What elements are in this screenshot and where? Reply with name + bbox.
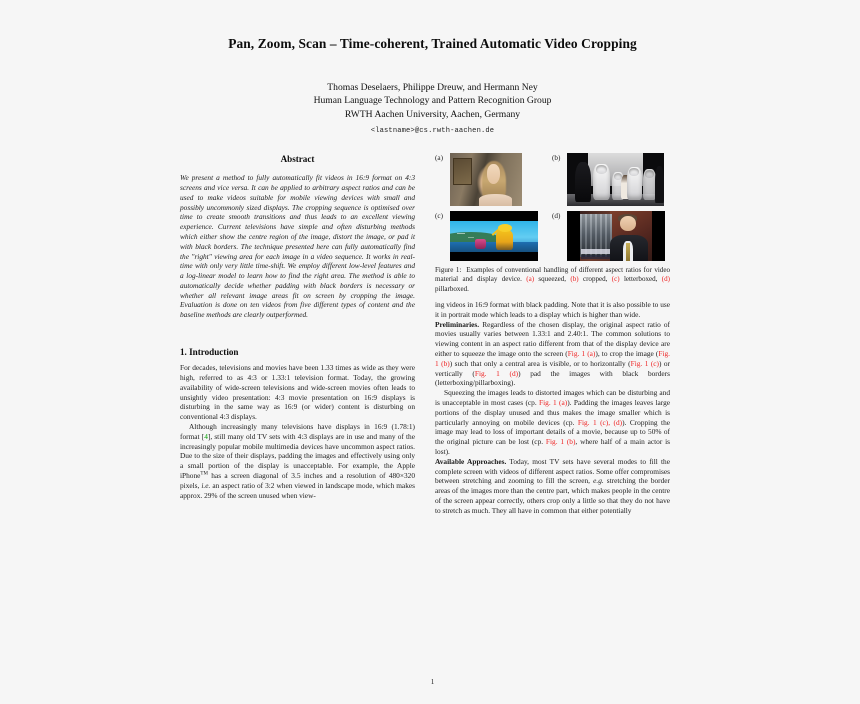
page-number: 1 xyxy=(430,678,435,686)
prelim-part-b: ), to crop the image ( xyxy=(595,349,659,359)
contact-email: <lastname>@cs.rwth-aachen.de xyxy=(370,126,495,135)
left-column xyxy=(180,153,415,500)
figure-ref-1d[interactable]: Fig. 1 (d) xyxy=(474,368,519,378)
page-content xyxy=(180,28,685,686)
right-paragraph-3 xyxy=(435,388,670,457)
available-approaches-heading: Available Approaches. xyxy=(435,456,507,466)
figure-caption-text-b: cropped, xyxy=(578,275,612,284)
trademark-mark: TM xyxy=(200,471,208,477)
intro-p2-part-d: an aspect ratio of 3:2 when viewed in landscape mode, which makes approx. 29% of the screen unused when view- xyxy=(180,480,415,500)
author-names: Thomas Deselaers, Philippe Dreuw, and Hermann Ney xyxy=(327,81,538,93)
body-columns xyxy=(180,153,685,673)
abstract-heading: Abstract xyxy=(280,154,315,164)
intro-p2-part-b: ], still many old TV sets with 4:3 displays are in use and many of the increasingly popular mobile multimedia devices have uncommon aspect ratios. Due to the size of their displays, padding the images and effectively using only a small portion of the display is unacceptable. For example, the Apple iPhone xyxy=(180,431,415,480)
figure-ref-1b-2[interactable]: Fig. 1 (b) xyxy=(545,437,576,447)
approaches-part-a: Today, most TV sets have several modes to fill the complete screen with videos of different aspect ratios. Some offer compromises between stretching and zooming to fill the screen, xyxy=(435,456,670,486)
figure-caption-text-a: squeezed, xyxy=(534,275,571,284)
squeezed-portrait-thumbnail xyxy=(450,153,522,206)
right-column xyxy=(435,153,670,516)
prelim-part-c: ) such that only a central area is visible, or to horizontally ( xyxy=(449,358,631,368)
intro-p2-part-c: has a screen diagonal of 3.5 inches and a resolution of 480×320 pixels, xyxy=(180,470,415,490)
figure-caption-ref-c[interactable]: (c) xyxy=(611,275,620,284)
intro-paragraph-1: For decades, televisions and movies have been 1.33 times as wide as they were high, referred to as 4:3 or 1.33:1 television format. Today, the growing availability of wide-screen televisions and wide-screen movies often leads to unsightly video presentation: 4:3 movie presentation on 16:9 displays is disturbing in the same way as 16:9 (or wider) content is disturbing on conventional 4:3 displays. xyxy=(180,363,415,422)
figure-caption-text-c: letterboxed, xyxy=(619,275,662,284)
figure-caption-ref-b[interactable]: (b) xyxy=(570,275,579,284)
abstract-text: We present a method to fully automatically fit videos in 16:9 format on 4:3 screens and vice versa. It can be applied to arbitrary aspect ratios and can be used to make videos suitable for mobile viewing devices with small and possibly uncommonly sized displays. The cropping sequence is optimised over time to create smooth transitions and thus leads to an excellent viewing experience. Current televisions have simple and often disturbing methods which either show the centre region of the image, distort the image, or pad it with black borders. The technique presented here can fully automatically find the "right" viewing area for each image in a video sequence. It works in real-time with only very little time-shift. We employ different low-level features and a log-linear model to learn how to find the right area. The method is able to automatically decide whether padding with black borders is necessary or whether all relevant image areas fit on screen by cropping the image. Evaluation is done on ten videos from five different types of content and the baseline methods are clearly outperformed. xyxy=(180,173,415,320)
section-heading-introduction: 1. Introduction xyxy=(180,347,239,358)
letterboxed-cartoon-thumbnail xyxy=(450,211,538,261)
figure-caption-lead: Figure 1: xyxy=(435,266,462,274)
figure-cell-b xyxy=(552,153,669,206)
citation-link-4[interactable]: 4 xyxy=(204,431,208,441)
approaches-eg: e.g. xyxy=(593,476,604,486)
figure-sublabel-c: (c) xyxy=(435,212,443,220)
available-approaches-paragraph xyxy=(435,457,670,516)
figure-ref-1cd[interactable]: Fig. 1 (c), (d) xyxy=(577,417,623,427)
page-title: Pan, Zoom, Scan – Time-coherent, Trained Automatic Video Cropping xyxy=(228,36,637,51)
author-block xyxy=(180,81,685,122)
affiliation: Human Language Technology and Pattern Recognition Group xyxy=(313,95,552,107)
figure-cell-a xyxy=(435,153,552,206)
figure-caption-text-d: pillarboxed. xyxy=(435,284,469,293)
approaches-part-b: stretching the border areas of the images more than the centre part, which makes people in the centre of the screen appear correctly, others crop only a little so that they do not have to stretch as much. They all have in common that either potentially xyxy=(435,476,670,515)
figure-row-bottom xyxy=(435,211,670,261)
preliminaries-paragraph xyxy=(435,320,670,389)
figure-caption-ref-a[interactable]: (a) xyxy=(526,275,535,284)
prelim-part-e: ) pad the images with black borders (letterboxing/pillarboxing). xyxy=(435,368,670,388)
figure-sublabel-a: (a) xyxy=(435,154,443,162)
prelim-part-d: ) or vertically ( xyxy=(435,358,670,378)
p3-part-c: ). Cropping the image may lead to loss of important details of a movie, because up to 50% of the original picture can be lost (cp. xyxy=(435,417,670,447)
figure-grid xyxy=(435,153,670,261)
p3-part-d: , where half of a main actor is lost). xyxy=(435,437,670,457)
preliminaries-heading: Preliminaries. xyxy=(435,319,480,329)
intro-p2-part-a: Although increasingly many televisions have displays in 16:9 (1.78:1) format [ xyxy=(180,421,415,441)
cropped-stormtroopers-thumbnail xyxy=(567,153,664,206)
figure-ref-1a-2[interactable]: Fig. 1 (a) xyxy=(539,398,568,408)
p3-part-b: ). Padding the images leaves large portions of the display unused and thus makes the image smaller which is particularly annoying on mobile devices (cp. xyxy=(435,398,670,427)
prelim-part-a: Regardless of the chosen display, the original aspect ratio of movies usually varies between 1.33:1 and 2.40:1. The common solutions to viewing content in an aspect ratio different from that of the display device are either to squeeze the image onto the screen ( xyxy=(435,319,670,359)
figure-sublabel-d: (d) xyxy=(552,212,561,220)
figure-row-top xyxy=(435,153,670,206)
intro-paragraph-2 xyxy=(180,422,415,500)
pillarboxed-news-thumbnail xyxy=(567,211,665,261)
figure-caption-main: Examples of conventional handling of different aspect ratios for video material and display device. xyxy=(435,266,670,284)
p3-part-a: Squeezing the images leads to distorted images which can be disturbing and is unacceptable in most cases (cp. xyxy=(435,388,670,408)
figure-cell-d xyxy=(552,211,669,261)
figure-1 xyxy=(435,153,670,294)
figure-caption xyxy=(435,266,670,294)
institution: RWTH Aachen University, Aachen, Germany xyxy=(344,108,521,120)
figure-ref-1b[interactable]: Fig. 1 (b) xyxy=(435,349,670,368)
figure-ref-1a[interactable]: Fig. 1 (a) xyxy=(567,349,596,359)
right-paragraph-1: ing videos in 16:9 format with black padding. Note that it is also possible to use it in portrait mode which leads to a display which is higher than wide. xyxy=(435,300,670,319)
figure-cell-c xyxy=(435,211,552,261)
figure-caption-ref-d[interactable]: (d) xyxy=(661,275,670,284)
figure-sublabel-b: (b) xyxy=(552,154,561,162)
intro-p2-ie: i.e. xyxy=(201,480,211,490)
figure-ref-1c[interactable]: Fig. 1 (c) xyxy=(630,358,659,368)
